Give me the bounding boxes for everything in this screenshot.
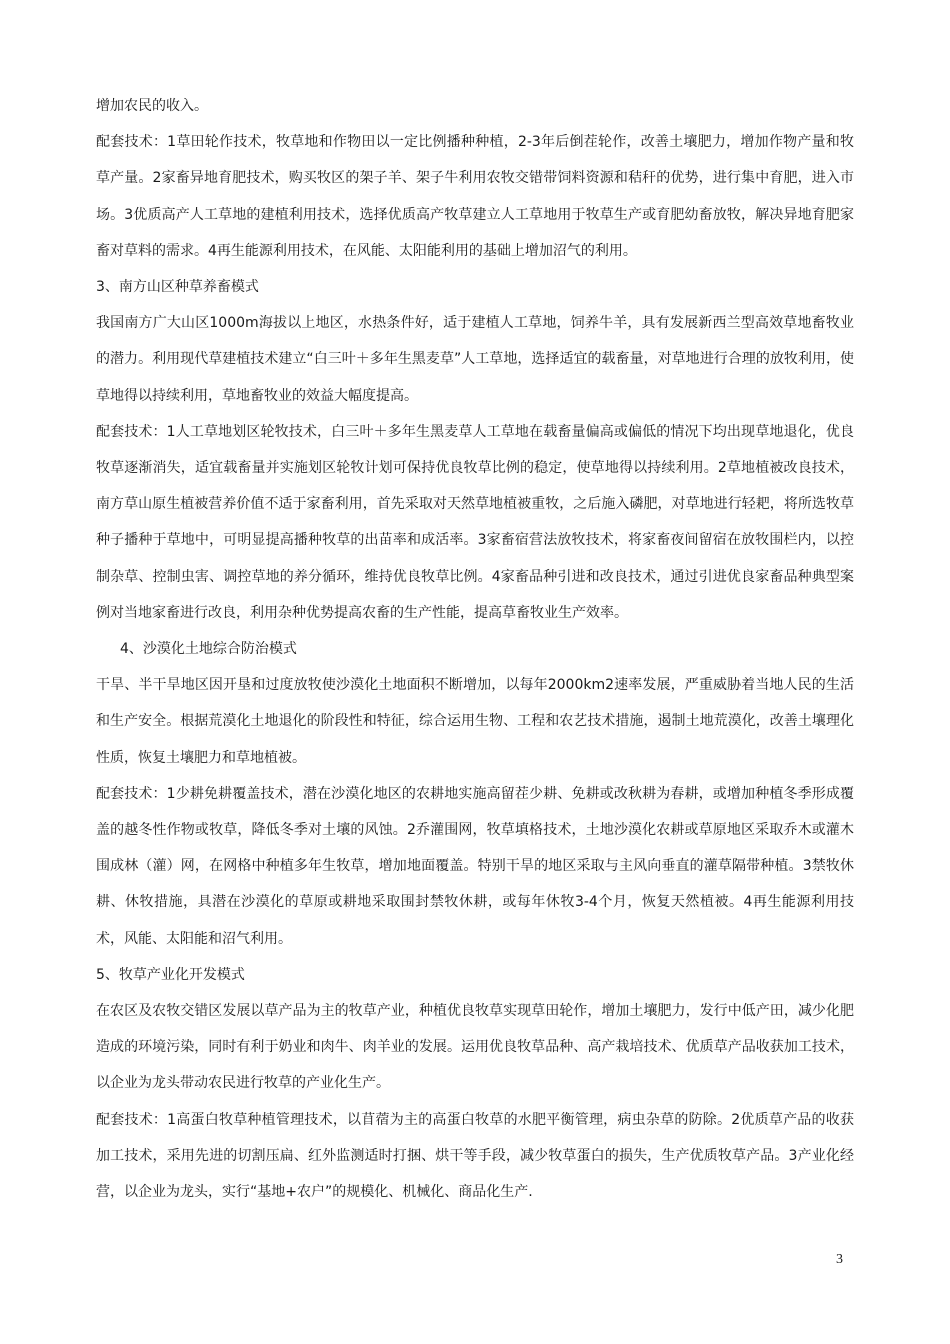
paragraph-south-mountain: 我国南方广大山区1000m海拔以上地区，水热条件好，适于建植人工草地，饲养牛羊，具有发展新西兰型高效草地畜牧业的潜力。利用现代草建植技术建立“白三叶＋多年生黑麦草”人工草地，选择适宜的载畜量，对草地进行合理的放牧利用，使草地得以持续利用，草地畜牧业的效益大幅度提高。 bbox=[96, 315, 854, 404]
section-heading-3: 3、南方山区种草养畜模式 bbox=[96, 279, 259, 296]
paragraph-supporting-tech-1: 配套技术：1草田轮作技术，牧草地和作物田以一定比例播种种植，2-3年后倒茬轮作，改善土壤肥力，增加作物产量和牧草产量。2家畜异地育肥技术，购买牧区的架子羊、架子牛利用农牧交错带饲料资源和秸秆的优势，进行集中育肥，进入市场。3优质高产人工草地的建植利用技术，选择优质高产牧草建立人工草地用于牧草生产或育肥幼畜放牧，解决异地育肥家畜对草料的需求。4再生能源利用技术，在风能、太阳能利用的基础上增加沼气的利用。 bbox=[96, 134, 854, 259]
paragraph-forage-industry: 在农区及农牧交错区发展以草产品为主的牧草产业，种植优良牧草实现草田轮作，增加土壤肥力，发行中低产田，减少化肥造成的环境污染，同时有利于奶业和肉牛、肉羊业的发展。运用优良牧草品种、高产栽培技术、优质草产品收获加工技术，以企业为龙头带动农民进行牧草的产业化生产。 bbox=[96, 1003, 854, 1092]
paragraph-supporting-tech-4: 配套技术：1高蛋白牧草种植管理技术，以苜蓿为主的高蛋白牧草的水肥平衡管理，病虫杂草的防除。2优质草产品的收获加工技术，采用先进的切割压扁、红外监测适时打捆、烘干等手段，减少牧草蛋白的损失，生产优质牧草产品。3产业化经营，以企业为龙头，实行“基地+农户”的规模化、机械化、商品化生产. bbox=[96, 1111, 854, 1201]
section-heading-4: 4、沙漠化土地综合防治模式 bbox=[120, 641, 297, 658]
paragraph-supporting-tech-2: 配套技术：1人工草地划区轮牧技术，白三叶＋多年生黑麦草人工草地在载畜量偏高或偏低的情况下均出现草地退化，优良牧草逐渐消失，适宜载畜量并实施划区轮牧计划可保持优良牧草比例的稳定，使草地得以持续利用。2草地植被改良技术，南方草山原生植被营养价值不适于家畜利用，首先采取对天然草地植被重牧，之后施入磷肥，对草地进行轻耙，将所选牧草种子播种于草地中，可明显提高播种牧草的出苗率和成活率。3家畜宿营法放牧技术，将家畜夜间留宿在放牧围栏内，以控制杂草、控制虫害、调控草地的养分循环，维持优良牧草比例。4家畜品种引进和改良技术，通过引进优良家畜品种典型案例对当地家畜进行改良，利用杂种优势提高农畜的生产性能，提高草畜牧业生产效率。 bbox=[96, 423, 854, 621]
paragraph-desertification: 干旱、半干旱地区因开垦和过度放牧使沙漠化土地面积不断增加，以每年2000km2速率发展，严重威胁着当地人民的生活和生产安全。根据荒漠化土地退化的阶段性和特征，综合运用生物、工程和农艺技术措施，遏制土地荒漠化，改善土壤理化性质，恢复土壤肥力和草地植被。 bbox=[96, 677, 854, 766]
section-heading-5: 5、牧草产业化开发模式 bbox=[96, 966, 245, 983]
page-number: 3 bbox=[836, 1252, 843, 1267]
paragraph-income: 增加农民的收入。 bbox=[96, 98, 208, 114]
paragraph-supporting-tech-3: 配套技术：1少耕免耕覆盖技术，潜在沙漠化地区的农耕地实施高留茬少耕、免耕或改秋耕为春耕，或增加种植冬季形成覆盖的越冬性作物或牧草，降低冬季对土壤的风蚀。2乔灌围网，牧草填格技术，土地沙漠化农耕或草原地区采取乔木或灌木围成林（灌）网，在网格中种植多年生牧草，增加地面覆盖。特别干旱的地区采取与主风向垂直的灌草隔带种植。3禁牧休耕、休牧措施，具潜在沙漠化的草原或耕地采取围封禁牧休耕，或每年休牧3-4个月，恢复天然植被。4再生能源利用技术，风能、太阳能和沼气利用。 bbox=[96, 785, 854, 947]
document-body bbox=[96, 88, 854, 1210]
